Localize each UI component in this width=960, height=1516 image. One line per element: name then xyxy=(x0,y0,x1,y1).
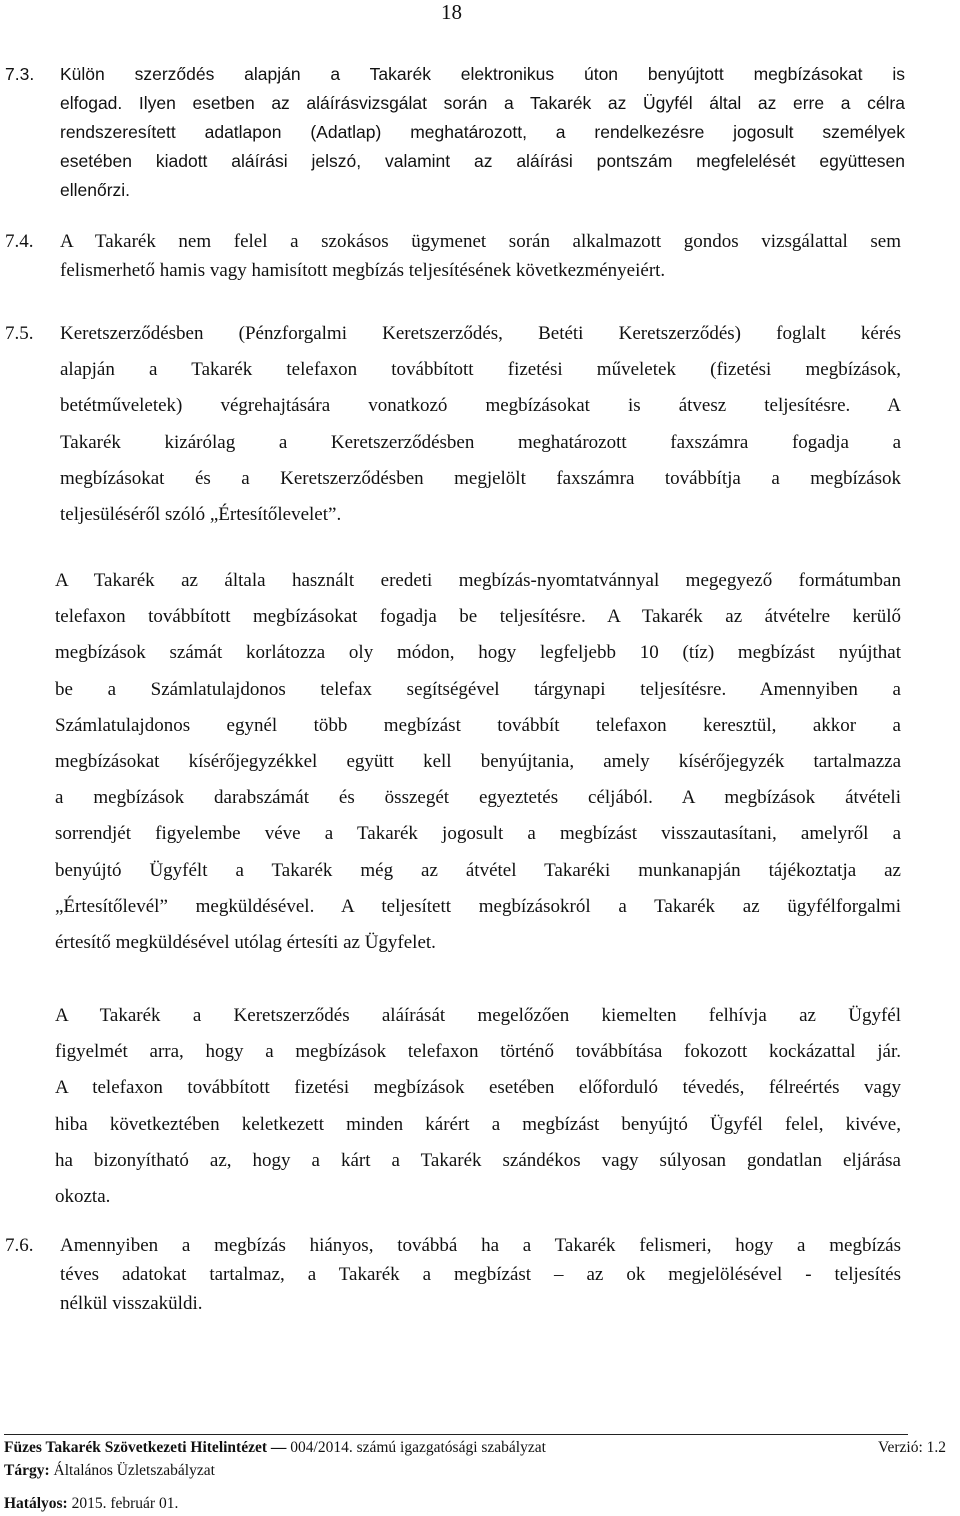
section-text xyxy=(55,563,901,961)
text-line: okozta. xyxy=(55,1186,111,1208)
text-line: megbízásokat kísérőjegyzékkel együtt kell benyújtania, amely kísérőjegyzék tartalmazza xyxy=(55,751,901,773)
section-text xyxy=(55,998,901,1215)
text-line: figyelmét arra, hogy a megbízások telefaxon történő továbbítása fokozott kockázattal jár. xyxy=(55,1041,901,1063)
footer-effective-value: 2015. február 01. xyxy=(71,1495,179,1512)
text-line: megbízások számát korlátozza oly módon, hogy legfeljebb 10 (tíz) megbízást nyújthat xyxy=(55,642,901,664)
footer-regulation: 004/2014. számú igazgatósági szabályzat xyxy=(290,1439,546,1456)
text-line: teljesüléséről szóló „Értesítőlevelet”. xyxy=(60,504,342,526)
text-line: értesítő megküldésével utólag értesíti az Ügyfelet. xyxy=(55,932,436,954)
section-7-5 xyxy=(5,316,901,533)
text-line: a megbízások darabszámát és összegét egyeztetés céljából. A megbízások átvételi xyxy=(55,787,901,809)
footer-line-2 xyxy=(4,1461,215,1481)
text-line: telefaxon továbbított megbízásokat fogadja be teljesítésre. A Takarék az átvételre kerülő xyxy=(55,606,901,628)
text-line: ha bizonyítható az, hogy a kárt a Takarék szándékos vagy súlyosan gondatlan eljárása xyxy=(55,1149,901,1171)
section-number: 7.5. xyxy=(5,323,34,344)
text-line: Takarék kizárólag a Keretszerződésben meghatározott faxszámra fogadja a xyxy=(60,431,901,453)
text-line: „Értesítőlevél” megküldésével. A teljesített megbízásokról a Takarék az ügyfélforgalmi xyxy=(55,895,901,917)
text-line: A Takarék a Keretszerződés aláírását megelőzően kiemelten felhívja az Ügyfél xyxy=(55,1005,901,1026)
text-line: A telefaxon továbbított fizetési megbízások esetében előforduló tévedés, félreértés vagy xyxy=(55,1077,901,1099)
text-line: benyújtó Ügyfélt a Takarék még az átvétel Takaréki munkanapján tájékoztatja az xyxy=(55,859,901,881)
text-line: A Takarék nem felel a szokásos ügymenet során alkalmazott gondos vizsgálattal sem xyxy=(60,231,901,252)
footer-line-1 xyxy=(4,1438,546,1458)
footer-subject-label: Tárgy: xyxy=(4,1462,50,1479)
text-line: rendszeresített adatlapon (Adatlap) meghatározott, a rendelkezésre jogosult személyek xyxy=(60,122,905,142)
text-line: ellenőrzi. xyxy=(60,180,131,200)
footer-subject-value: Általános Üzletszabályzat xyxy=(53,1462,215,1479)
text-line: elfogad. Ilyen esetben az aláírásvizsgálat során a Takarék az Ügyfél által az erre a célra xyxy=(60,93,905,113)
text-line: nélkül visszaküldi. xyxy=(60,1293,203,1314)
section-7-6 xyxy=(5,1231,901,1318)
text-line: be a Számlatulajdonos telefax segítségével tárgynapi teljesítésre. Amennyiben a xyxy=(55,678,901,700)
section-text xyxy=(60,60,905,205)
section-text xyxy=(60,316,901,533)
text-line: Számlatulajdonos egynél több megbízást továbbít telefaxon keresztül, akkor a xyxy=(55,714,901,736)
text-line: hiba következtében keletkezett minden kárért a megbízást benyújtó Ügyfél felel, kivéve, xyxy=(55,1113,901,1135)
section-number: 7.6. xyxy=(5,1235,34,1256)
section-number: 7.4. xyxy=(5,231,34,252)
footer-line-3 xyxy=(4,1494,178,1514)
footer-effective-label: Hatályos: xyxy=(4,1495,68,1512)
text-line: sorrendjét figyelembe véve a Takarék jogosult a megbízást visszautasítani, amelyről a xyxy=(55,823,901,845)
footer-dash: — xyxy=(270,1439,287,1456)
footer-version: Verzió: 1.2 xyxy=(878,1439,947,1456)
text-line: téves adatokat tartalmaz, a Takarék a megbízást – az ok megjelölésével - teljesítés xyxy=(60,1264,901,1285)
text-line: felismerhető hamis vagy hamisított megbízás teljesítésének következményeiért. xyxy=(60,260,666,281)
section-text xyxy=(60,1231,901,1318)
text-line: Amennyiben a megbízás hiányos, továbbá ha a Takarék felismeri, hogy a megbízás xyxy=(60,1235,901,1256)
text-line: A Takarék az általa használt eredeti megbízás-nyomtatvánnyal megegyező formátumban xyxy=(55,570,901,591)
text-line: megbízásokat és a Keretszerződésben megjelölt faxszámra továbbítja a megbízások xyxy=(60,467,901,489)
paragraph-fax-orders xyxy=(55,563,901,961)
footer-institution: Füzes Takarék Szövetkezeti Hitelintézet xyxy=(4,1439,268,1456)
section-7-4 xyxy=(5,227,901,285)
text-line: Keretszerződésben (Pénzforgalmi Keretszerződés, Betéti Keretszerződés) foglalt kérés xyxy=(60,323,901,344)
paragraph-fax-risk xyxy=(55,998,901,1215)
text-line: alapján a Takarék telefaxon továbbított fizetési műveletek (fizetési megbízások, xyxy=(60,359,901,381)
page-number: 18 xyxy=(441,0,462,24)
text-line: Külön szerződés alapján a Takarék elektronikus úton benyújtott megbízásokat is xyxy=(60,64,905,84)
section-text xyxy=(60,227,901,285)
section-number: 7.3. xyxy=(5,64,35,84)
text-line: betétműveletek) végrehajtására vonatkozó megbízásokat is átvesz teljesítésre. A xyxy=(60,395,901,417)
section-7-3 xyxy=(5,60,905,205)
footer-divider xyxy=(4,1434,908,1435)
text-line: esetében kiadott aláírási jelszó, valamint az aláírási pontszám megfelelését együttesen xyxy=(60,151,905,171)
